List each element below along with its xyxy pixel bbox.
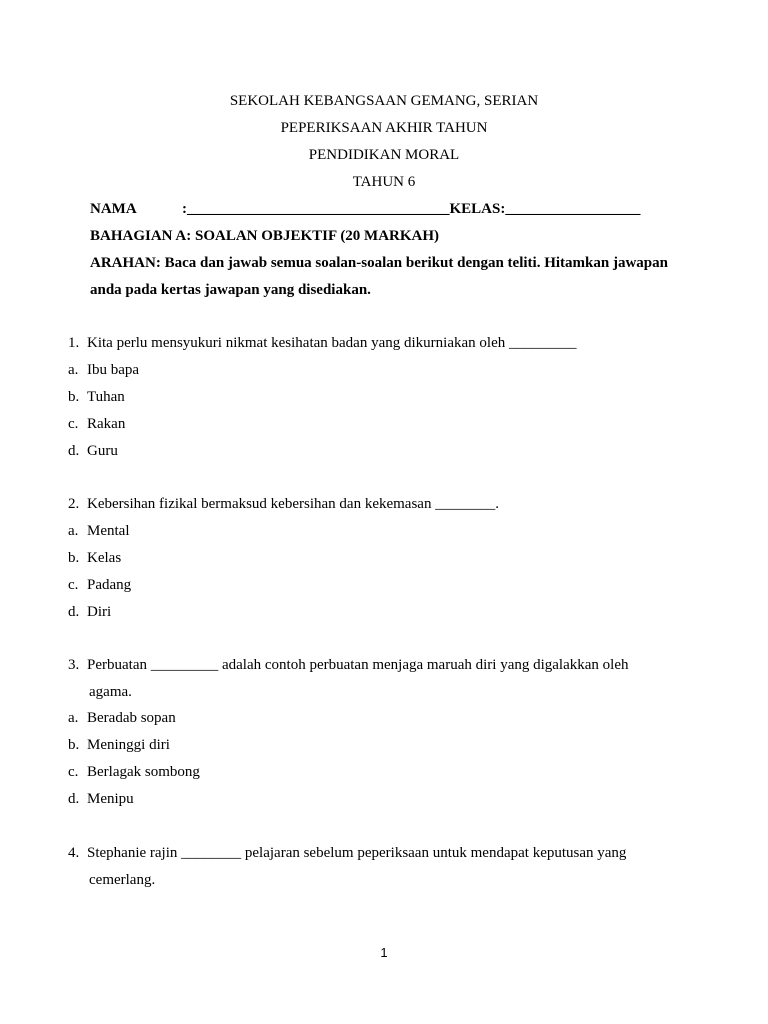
- name-field: [182, 201, 640, 218]
- option-1c: c. Rakan: [68, 416, 126, 432]
- instruction-line-1: ARAHAN: Baca dan jawab semua soalan-soalan berikut dengan teliti. Hitamkan jawapan: [90, 255, 668, 271]
- page-number: 1: [380, 945, 388, 960]
- question-number: 1.: [68, 335, 80, 351]
- option-2d: d. Diri: [68, 604, 112, 620]
- question-number: 2.: [68, 496, 80, 512]
- option-2a: a. Mental: [68, 523, 130, 539]
- option-1b: b. Tuhan: [68, 389, 125, 405]
- question-3: [68, 657, 629, 674]
- option-1d: d. Guru: [68, 443, 118, 459]
- question-number: 4.: [68, 845, 80, 861]
- name-blank: :___________________________________: [182, 201, 450, 217]
- option-2c: c. Padang: [68, 577, 132, 593]
- name-label: NAMA: [90, 201, 137, 217]
- class-label: KELAS:: [449, 201, 506, 217]
- option-2b: b. Kelas: [68, 550, 122, 566]
- section-title: BAHAGIAN A: SOALAN OBJEKTIF (20 MARKAH): [90, 228, 440, 244]
- question-number: 3.: [68, 657, 80, 673]
- question-4-continuation: cemerlang.: [89, 872, 156, 888]
- question-text: Perbuatan _________ adalah contoh perbuatan menjaga maruah diri yang digalakkan oleh: [87, 657, 629, 673]
- question-text: Kita perlu mensyukuri nikmat kesihatan badan yang dikurniakan oleh _________: [87, 335, 577, 351]
- question-4: [68, 845, 626, 862]
- question-text: Stephanie rajin ________ pelajaran sebelum peperiksaan untuk mendapat keputusan yang: [87, 845, 627, 861]
- option-3a: a. Beradab sopan: [68, 710, 176, 726]
- option-3c: c. Berlagak sombong: [68, 764, 200, 780]
- question-2: [68, 496, 499, 513]
- question-3-continuation: agama.: [89, 684, 132, 700]
- option-1a: a. Ibu bapa: [68, 362, 140, 378]
- subject-title: PENDIDIKAN MORAL: [308, 147, 460, 163]
- question-1: [68, 335, 576, 352]
- school-title: SEKOLAH KEBANGSAAN GEMANG, SERIAN: [229, 93, 539, 109]
- class-blank: __________________: [505, 201, 641, 217]
- exam-title: PEPERIKSAAN AKHIR TAHUN: [280, 120, 488, 136]
- question-text: Kebersihan fizikal bermaksud kebersihan dan kekemasan ________.: [87, 496, 499, 512]
- instruction-line-2: anda pada kertas jawapan yang disediakan.: [90, 282, 371, 298]
- option-3d: d. Menipu: [68, 791, 134, 807]
- year-title: TAHUN 6: [352, 174, 416, 190]
- option-3b: b. Meninggi diri: [68, 737, 170, 753]
